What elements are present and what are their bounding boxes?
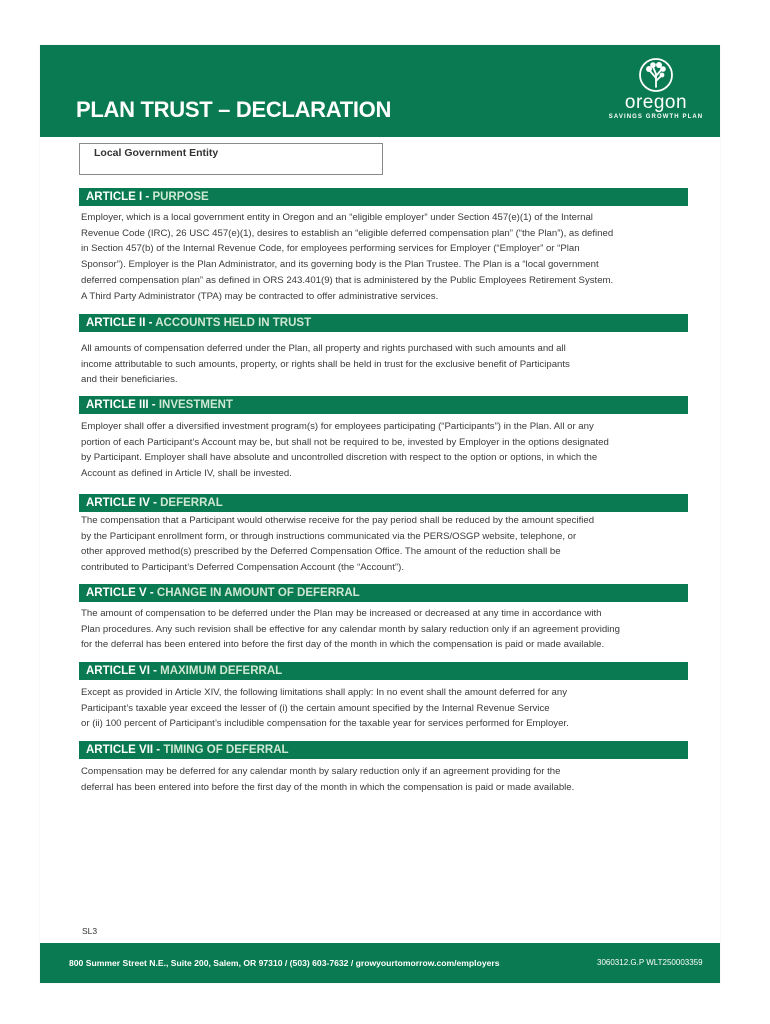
tree-icon xyxy=(638,57,674,93)
body-line: deferral has been entered into before the first day of the month in which the compensation is paid or made available. xyxy=(81,781,575,793)
body-line: Plan procedures. Any such revision shall be effective for any calendar month by salary reduction only if an agreement providing xyxy=(81,623,620,635)
article-heading xyxy=(79,314,688,332)
article-number: ARTICLE VI - xyxy=(86,665,161,677)
body-line: by Participant. Employer shall have absolute and uncontrolled discretion with respect to the option or options, in which the xyxy=(81,452,598,464)
body-line: Compensation may be deferred for any calendar month by salary reduction only if an agreement providing for the xyxy=(81,766,561,777)
local-government-entity-field[interactable] xyxy=(79,143,383,175)
body-line: and their beneficiaries. xyxy=(81,374,178,386)
article-heading xyxy=(79,396,688,414)
header-banner xyxy=(40,45,720,137)
oregon-logo xyxy=(600,57,712,133)
body-line: for the deferral has been entered into before the first day of the month in which the compensation is paid or made available. xyxy=(81,639,605,651)
article-heading xyxy=(79,584,688,602)
body-line: All amounts of compensation deferred under the Plan, all property and rights purchased with such amounts and all xyxy=(81,343,566,354)
body-line: Account as defined in Article IV, shall be invested. xyxy=(81,468,292,480)
form-code: SL3 xyxy=(82,926,98,936)
article-number: ARTICLE II - xyxy=(86,317,156,329)
footer-banner xyxy=(40,943,720,983)
article-name: MAXIMUM DEFERRAL xyxy=(160,665,283,677)
article-body xyxy=(81,513,691,576)
article-heading xyxy=(79,741,688,759)
article-number: ARTICLE V - xyxy=(86,587,157,599)
body-line: Employer shall offer a diversified investment program(s) for employees participating (“Participants”) in the Plan. All or any xyxy=(81,421,594,432)
article-heading xyxy=(79,188,688,206)
body-line: portion of each Participant’s Account may be, but shall not be required to be, invested by Employer in the options designated xyxy=(81,436,609,448)
article-body xyxy=(81,606,691,653)
document-page xyxy=(40,45,720,983)
logo-tagline: SAVINGS GROWTH PLAN xyxy=(608,114,704,120)
article-body xyxy=(81,341,691,388)
article-body xyxy=(81,419,691,482)
body-line: Except as provided in Article XIV, the following limitations shall apply: In no event shall the amount deferred for any xyxy=(81,687,568,698)
article-heading xyxy=(79,662,688,680)
body-line: in Section 457(b) of the Internal Revenue Code, for employees performing services for Employer (“Employer” or “Plan xyxy=(81,243,580,255)
logo-wordmark: oregon xyxy=(624,92,688,113)
article-body xyxy=(81,764,691,795)
footer-document-code: 3060312.G.P WLT250003359 xyxy=(597,958,703,967)
article-name: PURPOSE xyxy=(152,191,209,203)
body-line: A Third Party Administrator (TPA) may be contracted to offer administrative services. xyxy=(81,290,439,302)
article-name: INVESTMENT xyxy=(158,399,233,411)
article-heading xyxy=(79,494,688,512)
page-title: PLAN TRUST – DECLARATION xyxy=(76,97,392,122)
body-line: income attributable to such amounts, property, or rights shall be held in trust for the exclusive benefit of Participants xyxy=(81,358,570,370)
body-line: Participant’s taxable year exceed the lesser of (i) the certain amount specified by the Internal Revenue Service xyxy=(81,702,550,714)
body-line: by the Participant enrollment form, or through instructions communicated via the PERS/OSGP website, telephone, or xyxy=(81,530,577,542)
body-line: Revenue Code (IRC), 26 USC 457(e)(1), desires to establish an “eligible deferred compensation plan” (“the Plan”), as defined xyxy=(81,227,614,239)
body-line: The compensation that a Participant would otherwise receive for the pay period shall be reduced by the amount specified xyxy=(81,515,595,526)
body-line: other approved method(s) prescribed by the Deferred Compensation Office. The amount of the reduction shall be xyxy=(81,546,561,558)
body-line: deferred compensation plan” as defined in ORS 243.401(9) that is administered by the Public Employees Retirement System. xyxy=(81,274,614,286)
footer-contact: 800 Summer Street N.E., Suite 200, Salem, OR 97310 / (503) 603-7632 / growyourtomorrow.com/employers xyxy=(69,958,500,968)
article-name: CHANGE IN AMOUNT OF DEFERRAL xyxy=(156,587,360,599)
article-number: ARTICLE IV - xyxy=(86,497,161,509)
body-line: contributed to Participant’s Deferred Compensation Account (the “Account”). xyxy=(81,562,404,574)
entity-label: Local Government Entity xyxy=(94,147,219,159)
article-body xyxy=(81,210,691,304)
body-line: or (ii) 100 percent of Participant’s includible compensation for the taxable year for services performed for Employer. xyxy=(81,718,569,730)
article-number: ARTICLE III - xyxy=(86,399,159,411)
body-line: Employer, which is a local government entity in Oregon and an “eligible employer” under Section 457(e)(1) of the Internal xyxy=(81,212,593,223)
article-name: ACCOUNTS HELD IN TRUST xyxy=(155,317,312,329)
article-number: ARTICLE I - xyxy=(86,191,153,203)
body-line: Sponsor”). Employer is the Plan Administrator, and its governing body is the Plan Trustee. The Plan is a “local government xyxy=(81,259,599,271)
article-number: ARTICLE VII - xyxy=(86,744,164,756)
article-name: DEFERRAL xyxy=(160,497,223,509)
article-name: TIMING OF DEFERRAL xyxy=(163,744,289,756)
article-body xyxy=(81,685,691,732)
body-line: The amount of compensation to be deferred under the Plan may be increased or decreased at any time in accordance with xyxy=(81,608,602,619)
